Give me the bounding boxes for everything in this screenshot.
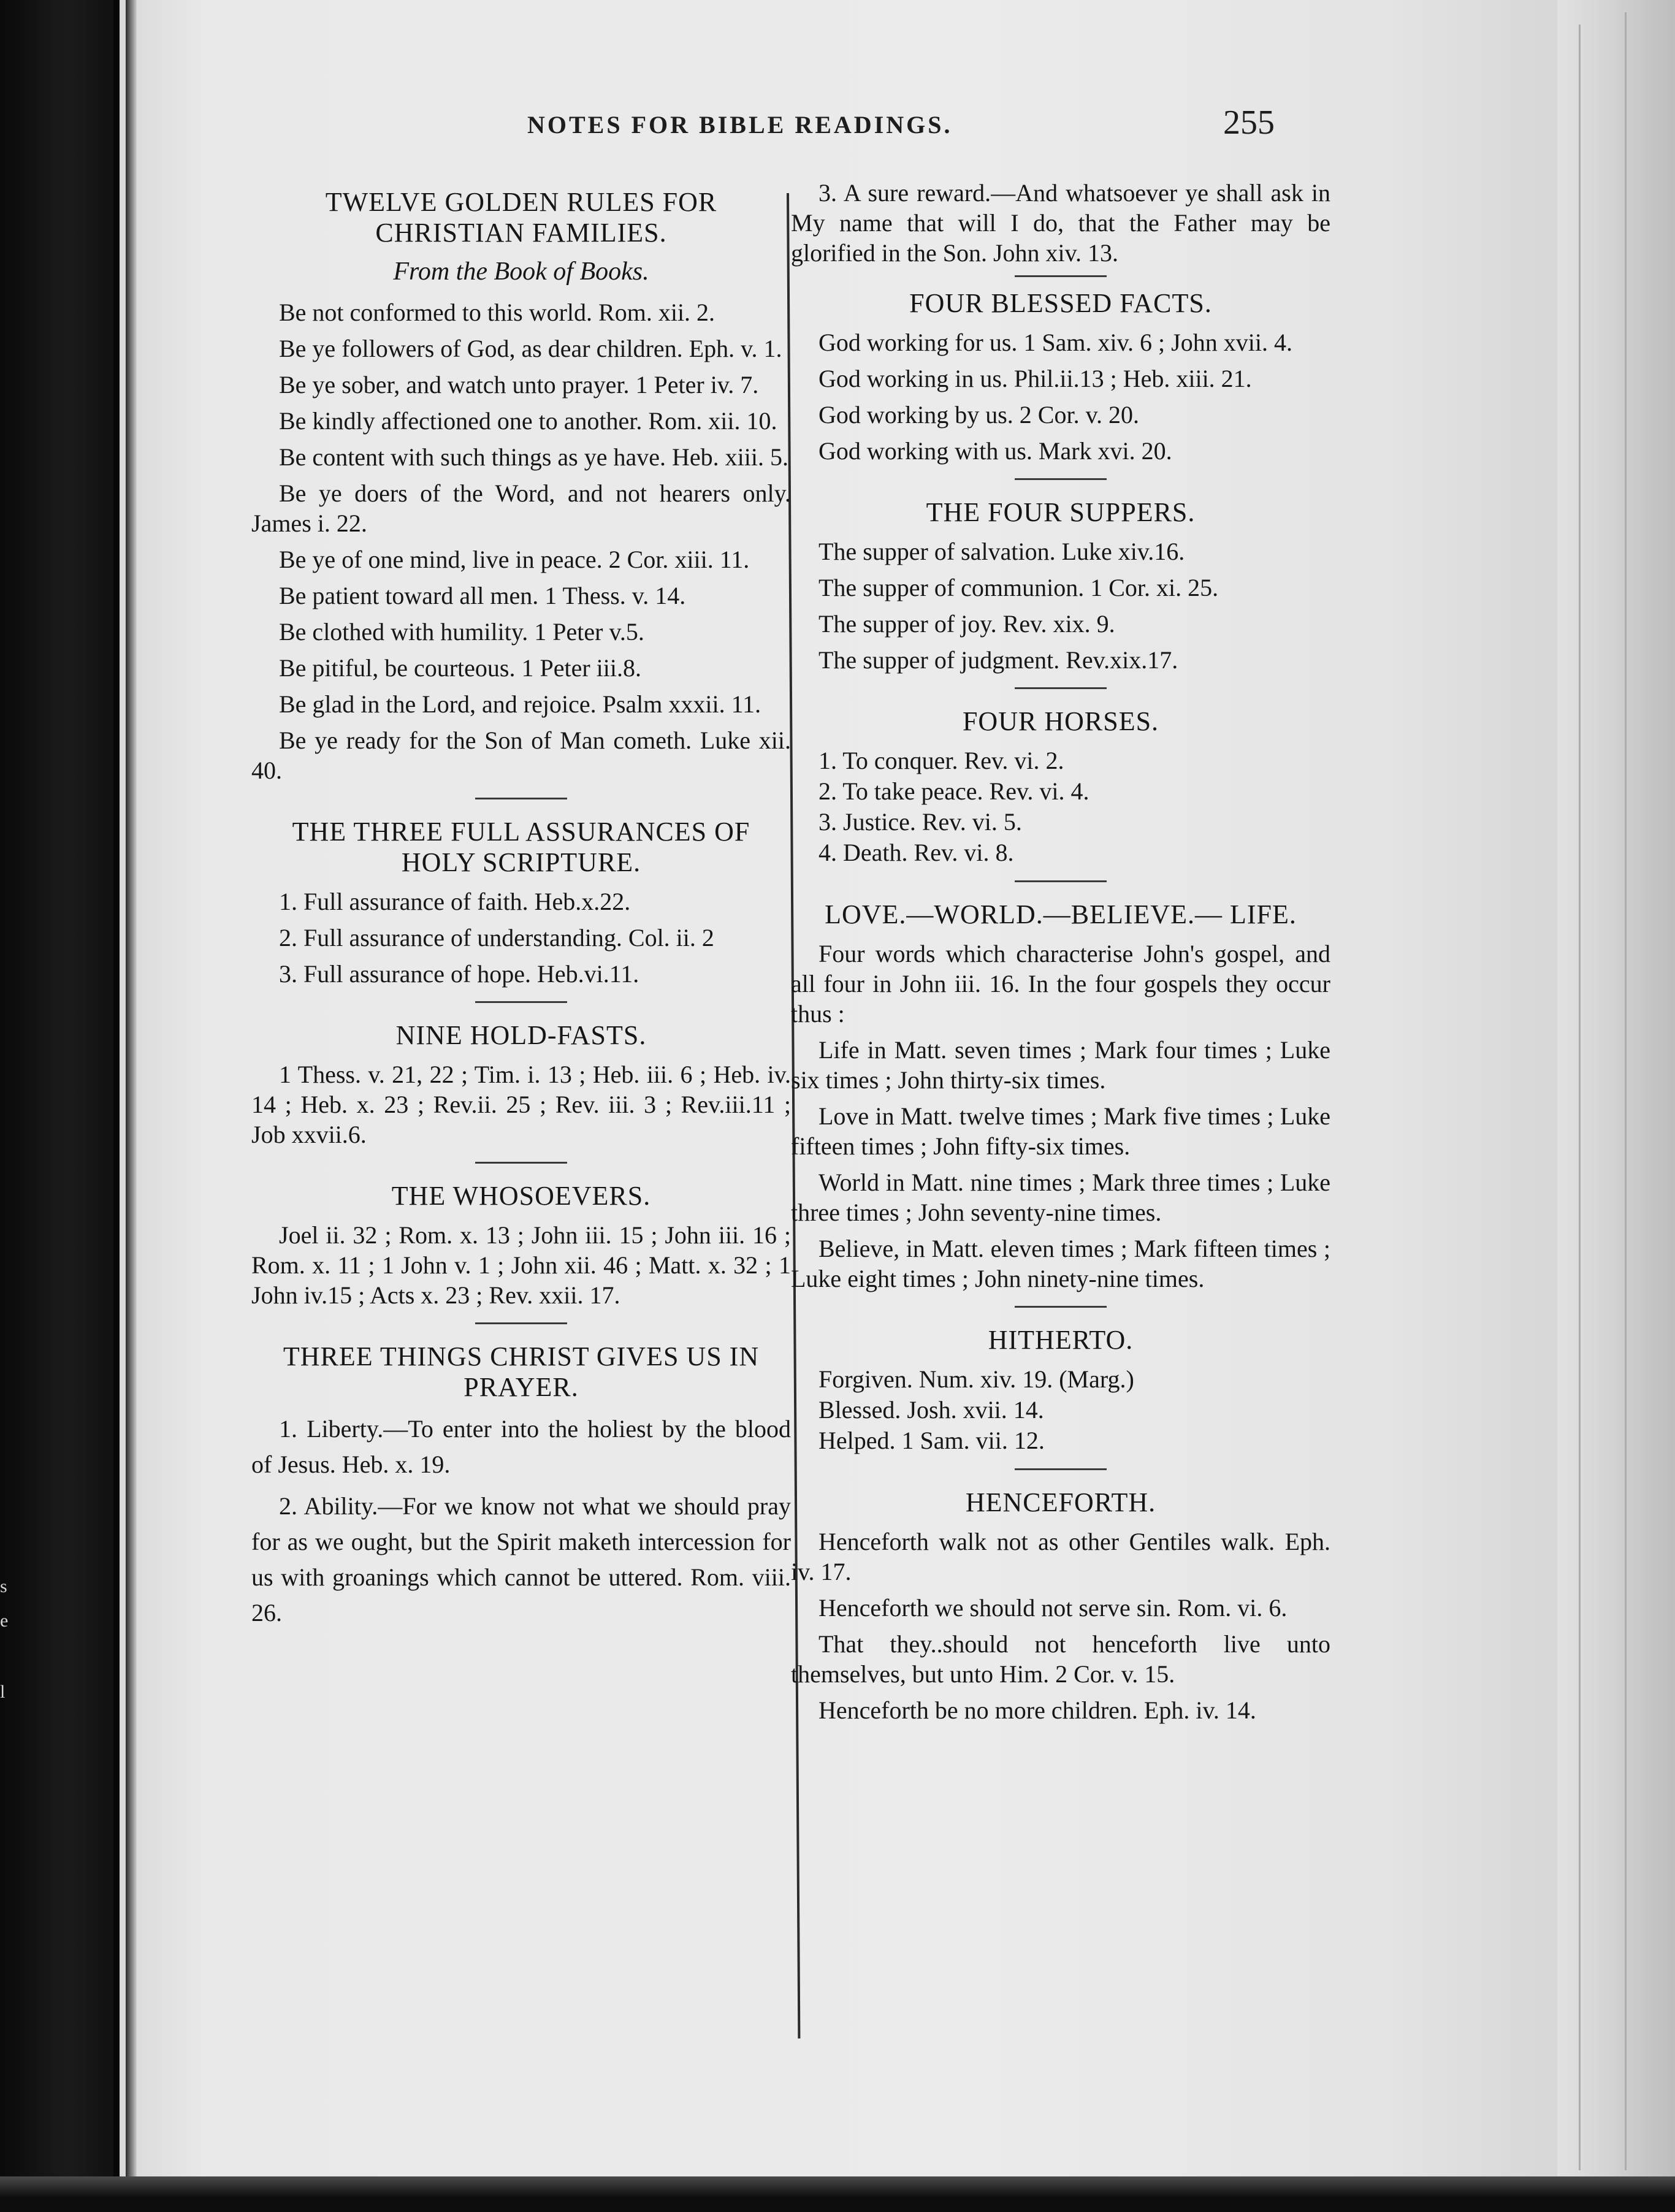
left-column — [251, 187, 791, 1637]
rule-item: Be ye of one mind, live in peace. 2 Cor. xiii. 11. — [279, 546, 750, 573]
rule-item: Be ye followers of God, as dear children. Eph. v. 1. — [279, 335, 782, 362]
list-item: Love in Matt. twelve times ; Mark five times ; Luke fifteen times ; John fifty-six times. — [791, 1102, 1330, 1160]
bottom-edge — [0, 2176, 1675, 2212]
list-item: Helped. 1 Sam. vii. 12. — [818, 1427, 1045, 1454]
section-rule — [475, 1162, 567, 1164]
list-item: 3. Justice. Rev. vi. 5. — [818, 808, 1022, 836]
section-title: THREE THINGS CHRIST GIVES US IN PRAYER. — [283, 1341, 760, 1402]
list-item: The supper of joy. Rev. xix. 9. — [818, 610, 1115, 638]
rule-item: Be ye doers of the Word, and not hearers only. James i. 22. — [251, 479, 791, 537]
reference-list: 1 Thess. v. 21, 22 ; Tim. i. 13 ; Heb. iii. 6 ; Heb. iv. 14 ; Heb. x. 23 ; Rev.ii. 25 ; Rev. iii. 3 ; Rev.iii.11 ; Job xxvii.6. — [251, 1061, 791, 1148]
section-title: LOVE.—WORLD.—BELIEVE.— LIFE. — [825, 899, 1297, 929]
section-subtitle: From the Book of Books. — [393, 257, 649, 286]
list-item: God working for us. 1 Sam. xiv. 6 ; John xvii. 4. — [818, 329, 1292, 356]
section-title: FOUR BLESSED FACTS. — [909, 288, 1212, 318]
rule-item: Be clothed with humility. 1 Peter v.5. — [279, 618, 644, 646]
list-item: Forgiven. Num. xiv. 19. (Marg.) — [818, 1365, 1134, 1393]
section-title: TWELVE GOLDEN RULES FOR CHRISTIAN FAMILIES. — [325, 187, 717, 248]
list-item: 3. A sure reward.—And whatsoever ye shall ask in My name that will I do, that the Father may be glorified in the Son. John xiv. 13. — [791, 179, 1330, 267]
list-item: 4. Death. Rev. vi. 8. — [818, 839, 1014, 866]
list-item: 2. Full assurance of understanding. Col. ii. 2 — [279, 924, 714, 952]
section-rule — [1015, 1306, 1107, 1308]
list-item: Henceforth walk not as other Gentiles walk. Eph. iv. 17. — [791, 1528, 1330, 1585]
rule-item: Be content with such things as ye have. Heb. xiii. 5. — [279, 443, 788, 471]
list-item: 2. Ability.—For we know not what we should pray for as we ought, but the Spirit maketh intercession for us with groanings which cannot be uttered. Rom. viii. 26. — [251, 1492, 791, 1627]
section-title: NINE HOLD-FASTS. — [395, 1020, 647, 1050]
list-item: Believe, in Matt. eleven times ; Mark fifteen times ; Luke eight times ; John ninety-nine times. — [791, 1235, 1330, 1292]
section-rule — [475, 1001, 567, 1003]
section-rule — [475, 798, 567, 799]
list-item: The supper of judgment. Rev.xix.17. — [818, 646, 1178, 674]
list-item: That they..should not henceforth live unto themselves, but unto Him. 2 Cor. v. 15. — [791, 1630, 1330, 1688]
list-item: 1. Full assurance of faith. Heb.x.22. — [279, 888, 631, 915]
list-item: Life in Matt. seven times ; Mark four times ; Luke six times ; John thirty-six times. — [791, 1036, 1330, 1094]
rule-item: Be ye sober, and watch unto prayer. 1 Peter iv. 7. — [279, 371, 759, 399]
section-title: THE THREE FULL ASSURANCES OF HOLY SCRIPTURE. — [292, 817, 750, 877]
rule-item: Be pitiful, be courteous. 1 Peter iii.8. — [279, 654, 641, 682]
list-item: World in Matt. nine times ; Mark three times ; Luke three times ; John seventy-nine times. — [791, 1169, 1330, 1226]
list-item: 1. Liberty.—To enter into the holiest by the blood of Jesus. Heb. x. 19. — [251, 1415, 791, 1478]
section-rule — [1015, 478, 1107, 480]
list-item: The supper of communion. 1 Cor. xi. 25. — [818, 574, 1219, 601]
list-item: 3. Full assurance of hope. Heb.vi.11. — [279, 960, 639, 988]
facing-page-edge — [0, 0, 113, 2212]
list-item: God working with us. Mark xvi. 20. — [818, 437, 1172, 465]
list-item: Henceforth be no more children. Eph. iv. 14. — [818, 1696, 1256, 1724]
facing-char: e — [0, 1611, 9, 1631]
section-rule — [1015, 1468, 1107, 1470]
section-title: THE WHOSOEVERS. — [391, 1181, 651, 1211]
facing-char: l — [0, 1682, 6, 1702]
rule-item: Be ye ready for the Son of Man cometh. Luke xii. 40. — [251, 727, 791, 784]
section-rule — [1015, 687, 1107, 689]
rule-item: Be patient toward all men. 1 Thess. v. 14. — [279, 582, 686, 609]
running-head: NOTES FOR BIBLE READINGS. — [527, 111, 953, 139]
list-item: God working in us. Phil.ii.13 ; Heb. xiii. 21. — [818, 365, 1252, 392]
facing-page-fragment — [0, 1569, 12, 1709]
list-item: Blessed. Josh. xvii. 14. — [818, 1396, 1044, 1424]
section-title: FOUR HORSES. — [962, 706, 1159, 736]
list-item: 1. To conquer. Rev. vi. 2. — [818, 747, 1064, 774]
reference-list: Joel ii. 32 ; Rom. x. 13 ; John iii. 15 ; John iii. 16 ; Rom. x. 11 ; 1 John v. 1 ; John xii. 46 ; Matt. x. 32 ; 1 John iv.15 ; Acts x. 23 ; Rev. xxii. 17. — [251, 1221, 791, 1309]
section-rule — [475, 1322, 567, 1324]
section-title: HENCEFORTH. — [965, 1487, 1156, 1517]
section-title: THE FOUR SUPPERS. — [926, 497, 1196, 527]
rule-item: Be glad in the Lord, and rejoice. Psalm xxxii. 11. — [279, 690, 761, 718]
section-rule — [1015, 275, 1107, 277]
right-column — [791, 178, 1330, 1731]
list-item: Henceforth we should not serve sin. Rom. vi. 6. — [818, 1594, 1288, 1622]
list-item: The supper of salvation. Luke xiv.16. — [818, 538, 1185, 565]
facing-char: s — [0, 1576, 7, 1596]
list-item: God working by us. 2 Cor. v. 20. — [818, 401, 1139, 429]
rule-item: Be kindly affectioned one to another. Rom. xii. 10. — [279, 407, 777, 435]
rule-item: Be not conformed to this world. Rom. xii. 2. — [279, 299, 715, 326]
section-title: HITHERTO. — [988, 1325, 1134, 1355]
section-rule — [1015, 880, 1107, 882]
page-number: 255 — [1223, 104, 1275, 142]
list-item: 2. To take peace. Rev. vi. 4. — [818, 777, 1089, 805]
page-gutter — [126, 0, 137, 2183]
intro-text: Four words which characterise John's gospel, and all four in John iii. 16. In the four gospels they occur thus : — [791, 940, 1330, 1028]
